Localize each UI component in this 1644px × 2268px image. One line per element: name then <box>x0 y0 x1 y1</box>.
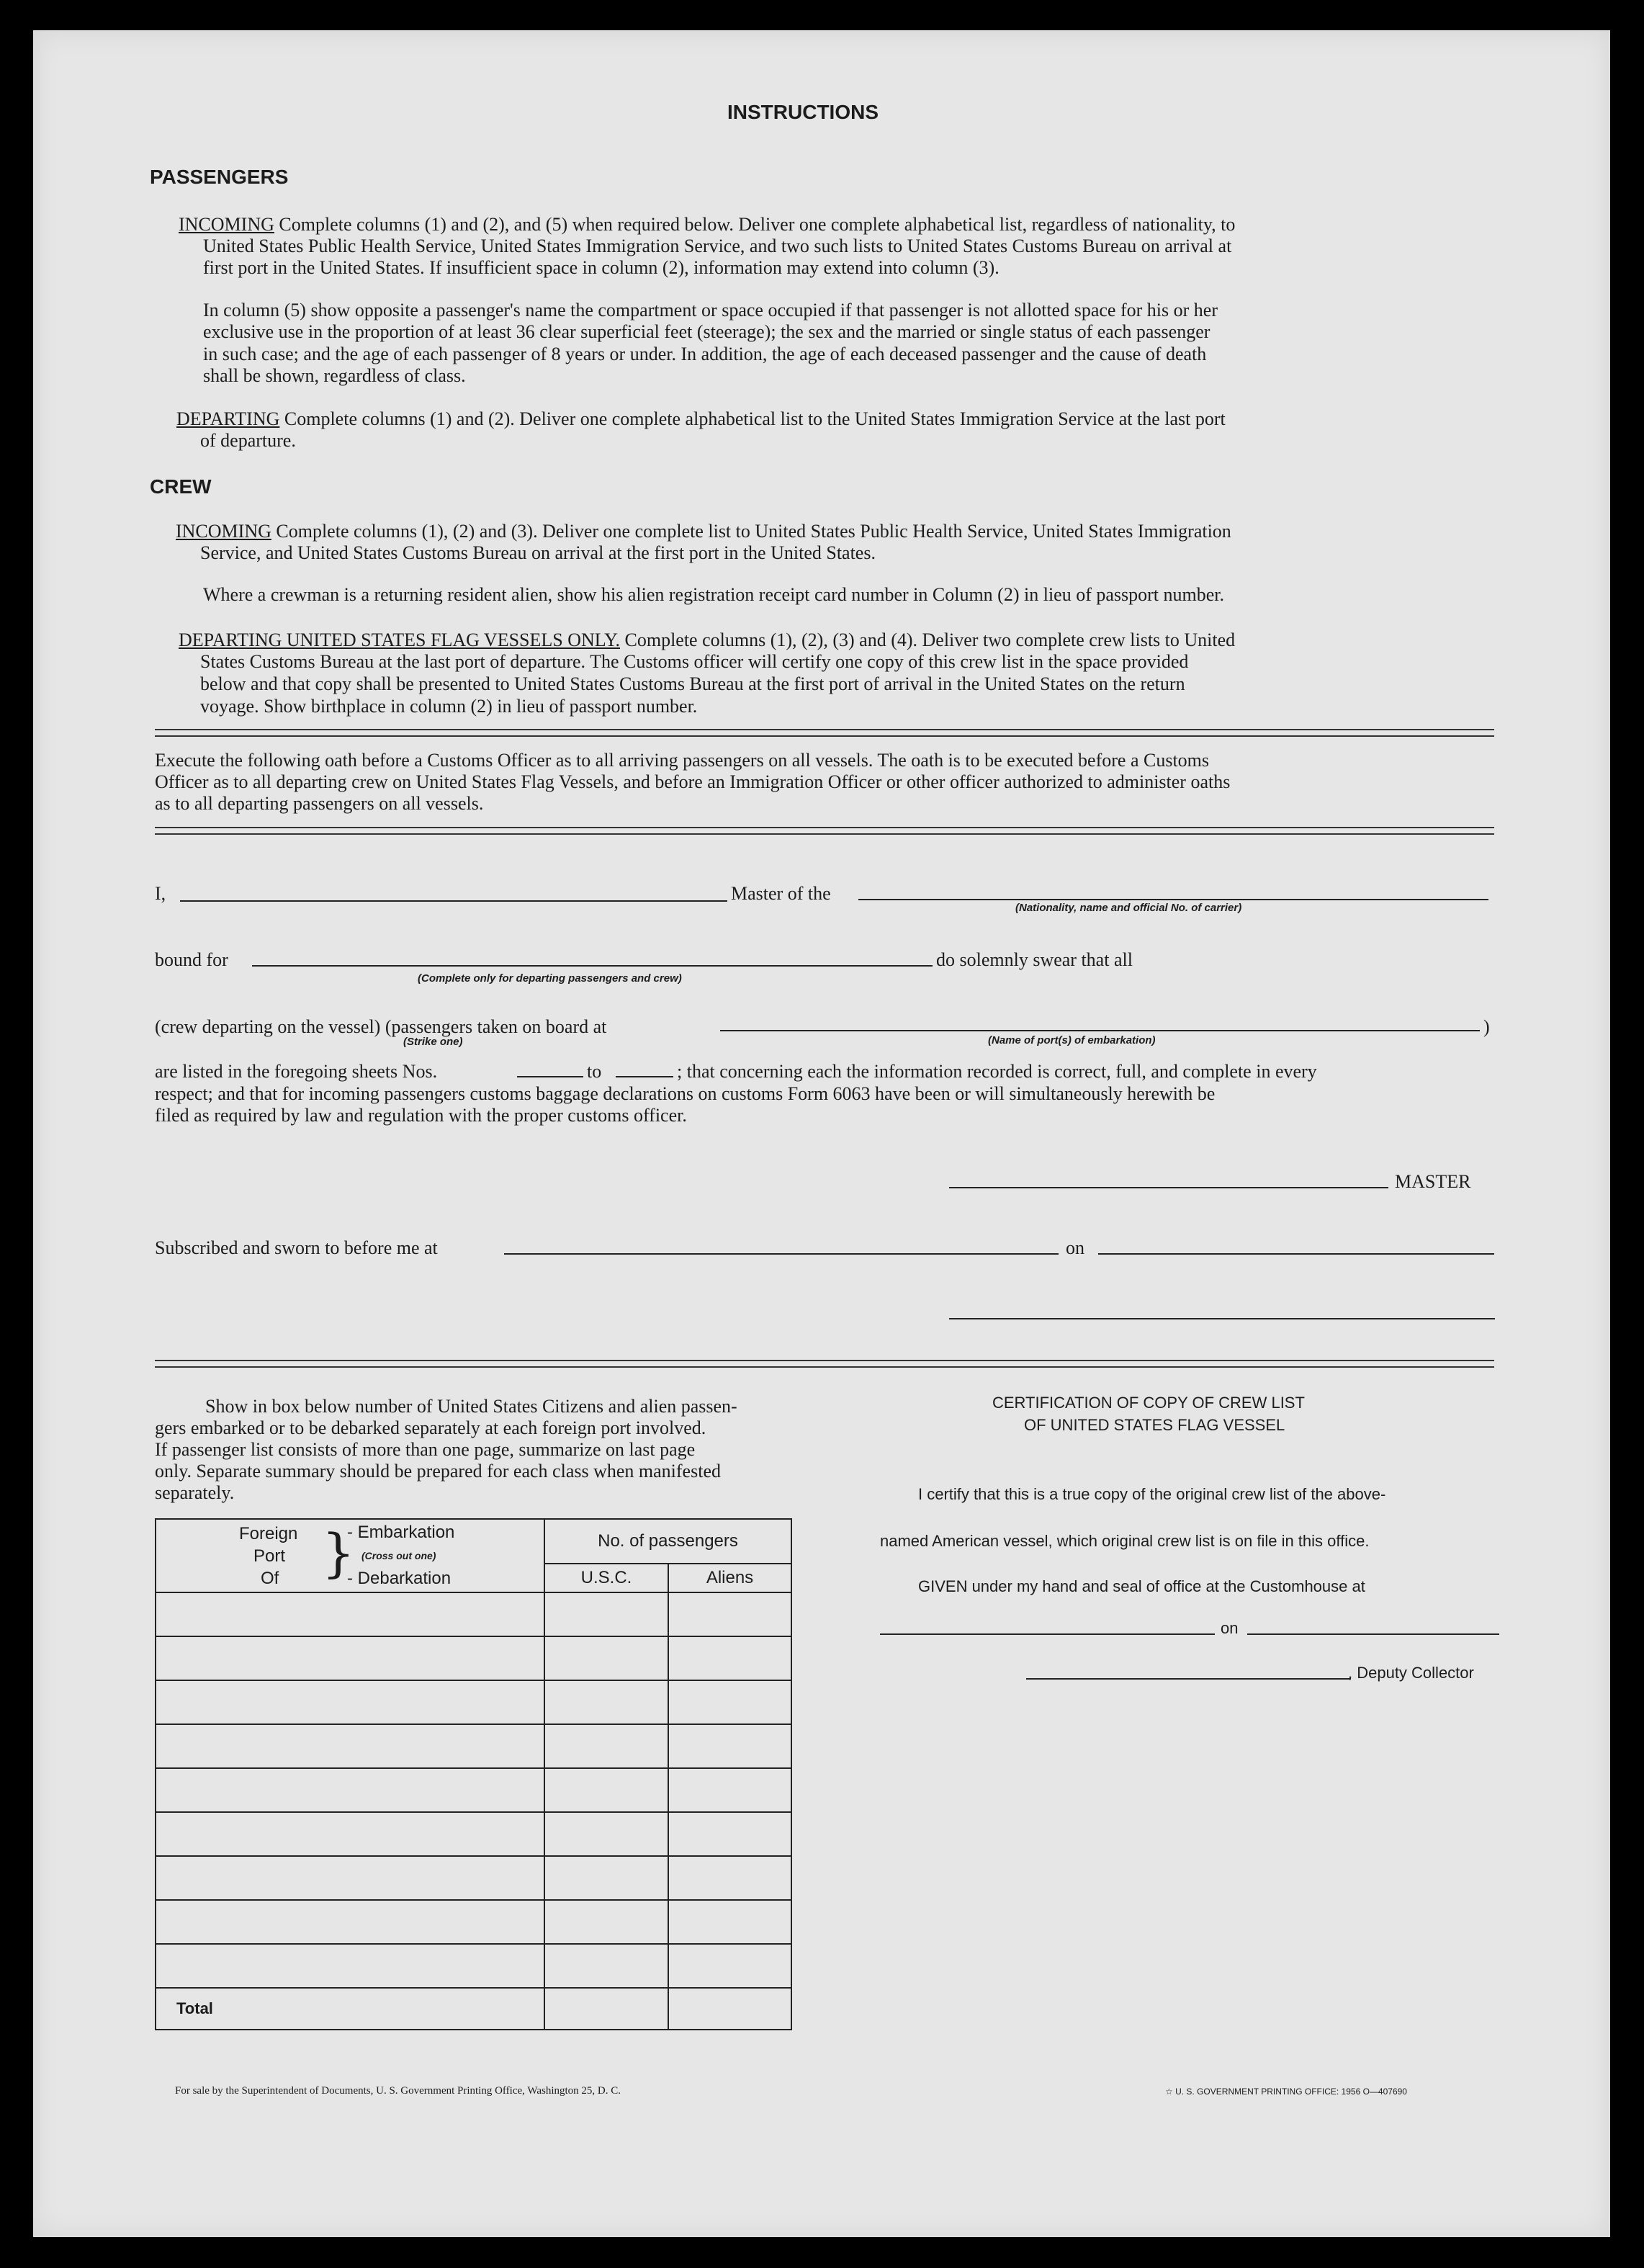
cross-out-hint: (Cross out one) <box>361 1550 436 1561</box>
bound-for-label: bound for <box>155 949 228 970</box>
table-row <box>156 1768 791 1812</box>
passengers-departing-line-2: of departure. <box>200 430 296 451</box>
summary-line-5: separately. <box>155 1482 235 1503</box>
i-label: I, <box>155 883 166 904</box>
sale-footer: For sale by the Superintendent of Documents, U. S. Government Printing Office, Washington 25, D. C. <box>175 2085 621 2097</box>
table-row <box>156 1724 791 1768</box>
total-row <box>156 1988 791 2030</box>
table-row <box>156 1900 791 1944</box>
execute-line-3: as to all departing passengers on all vessels. <box>155 793 484 814</box>
execute-line-1: Execute the following oath before a Customs Officer as to all arriving passengers on all vessels. The oath is to be executed before a Customs <box>155 750 1210 771</box>
master-signature-field[interactable] <box>949 1187 1388 1188</box>
brace-glyph: } <box>322 1523 355 1583</box>
passengers-incoming-line-2: United States Public Health Service, United States Immigration Service, and two such lists to United States Customs Bureau on arrival at <box>203 236 1232 256</box>
summary-line-3: If passenger list consists of more than one page, summarize on last page <box>155 1439 696 1460</box>
port-label: Port <box>253 1546 286 1566</box>
total-label: Total <box>156 1988 544 2030</box>
given-line: GIVEN under my hand and seal of office at the Customhouse at <box>918 1577 1365 1595</box>
passengers-departing-line-1: DEPARTING Complete columns (1) and (2). Deliver one complete alphabetical list to the United States Immigration Service at the last port <box>176 408 1226 429</box>
officer-signature-field[interactable] <box>949 1318 1495 1319</box>
sheet-to-field[interactable] <box>616 1076 673 1077</box>
bound-for-field[interactable] <box>252 965 933 967</box>
cert-date-field[interactable] <box>1247 1633 1499 1635</box>
debarkation-label: - Debarkation <box>347 1569 452 1588</box>
deputy-collector-label: , Deputy Collector <box>1348 1664 1474 1682</box>
sheet-from-field[interactable] <box>517 1076 583 1077</box>
table-row <box>156 1636 791 1680</box>
master-of-label: Master of the <box>731 883 831 904</box>
embarkation-label: - Embarkation <box>347 1523 455 1542</box>
of-label: Of <box>261 1569 279 1588</box>
sworn-on-label: on <box>1066 1237 1084 1258</box>
respect-line: respect; and that for incoming passengers customs baggage declarations on customs Form 6063 have been or will simultaneously herewith be <box>155 1083 1216 1104</box>
table-row <box>156 1856 791 1900</box>
usc-header: U.S.C. <box>544 1564 668 1592</box>
instructions-title: INSTRUCTIONS <box>727 101 879 123</box>
incoming-label: INCOMING <box>179 214 274 235</box>
deputy-signature-field[interactable] <box>1026 1678 1350 1680</box>
divider <box>155 827 1494 835</box>
listed-to: to <box>587 1061 602 1082</box>
execute-line-2: Officer as to all departing crew on United States Flag Vessels, and before an Immigration Officer or other officer authorized to administer oaths <box>155 771 1231 792</box>
passengers-incoming-line-1: INCOMING Complete columns (1) and (2), and (5) when required below. Deliver one complete alphabetical list, regardless of nationality, to <box>179 214 1236 235</box>
column5-line-4: shall be shown, regardless of class. <box>203 365 466 386</box>
table-row <box>156 1680 791 1724</box>
close-paren: ) <box>1483 1016 1490 1037</box>
table-row <box>156 1592 791 1636</box>
embarkation-ports-field[interactable] <box>720 1030 1480 1031</box>
passenger-summary-table <box>155 1518 792 2030</box>
crew-departing-line-1: DEPARTING UNITED STATES FLAG VESSELS ONLY. Complete columns (1), (2), (3) and (4). Deliver two complete crew lists to United <box>179 629 1236 650</box>
total-aliens-cell[interactable] <box>668 1988 791 2030</box>
crew-departing-line-3: below and that copy shall be presented to United States Customs Bureau at the first port of arrival in the United States on the return <box>200 673 1185 694</box>
master-name-field[interactable] <box>180 900 727 902</box>
aliens-header: Aliens <box>668 1564 791 1592</box>
certify-line-2: named American vessel, which original crew list is on file in this office. <box>880 1532 1370 1550</box>
crew-departing-line-2: States Customs Bureau at the last port of departure. The Customs officer will certify one copy of this crew list in the space provided <box>200 651 1189 672</box>
crew-departing-line-4: voyage. Show birthplace in column (2) in lieu of passport number. <box>200 696 698 717</box>
table-row <box>156 1812 791 1856</box>
crew-heading: CREW <box>150 475 212 498</box>
no-passengers-header: No. of passengers <box>544 1519 791 1564</box>
total-usc-cell[interactable] <box>544 1988 668 2030</box>
divider <box>155 729 1494 737</box>
master-label: MASTER <box>1395 1171 1471 1192</box>
table-row <box>156 1944 791 1988</box>
summary-line-2: gers embarked or to be debarked separately at each foreign port involved. <box>155 1417 706 1438</box>
column5-line-3: in such case; and the age of each passenger of 8 years or under. In addition, the age of each deceased passenger and the cause of death <box>203 344 1207 364</box>
ports-hint: (Name of port(s) of embarkation) <box>988 1034 1156 1046</box>
crew-resident-line: Where a crewman is a returning resident alien, show his alien registration receipt card number in Column (2) in lieu of passport number. <box>203 584 1225 605</box>
summary-line-1: Show in box below number of United States Citizens and alien passen- <box>205 1396 737 1417</box>
filed-line: filed as required by law and regulation with the proper customs officer. <box>155 1105 687 1126</box>
port-header-cell <box>156 1519 544 1592</box>
foreign-label: Foreign <box>239 1524 298 1543</box>
certification-title-1: CERTIFICATION OF COPY OF CREW LIST <box>992 1394 1305 1412</box>
crew-passengers-label: (crew departing on the vessel) (passengers taken on board at <box>155 1016 607 1037</box>
nationality-hint: (Nationality, name and official No. of carrier) <box>1015 902 1242 914</box>
passengers-incoming-line-3: first port in the United States. If insufficient space in column (2), information may extend into column (3). <box>203 257 1000 278</box>
listed-line-a: are listed in the foregoing sheets Nos. <box>155 1061 438 1082</box>
column5-line-1: In column (5) show opposite a passenger's name the compartment or space occupied if that passenger is not allotted space for his or her <box>203 300 1218 321</box>
divider <box>155 1360 1494 1368</box>
crew-incoming-line-1: INCOMING Complete columns (1), (2) and (3). Deliver one complete list to United States Public Health Service, United States Immigration <box>176 521 1231 542</box>
solemnly-swear: do solemnly swear that all <box>936 949 1133 970</box>
carrier-field[interactable] <box>858 899 1488 900</box>
sworn-place-field[interactable] <box>504 1253 1059 1255</box>
column5-line-2: exclusive use in the proportion of at least 36 clear superficial feet (steerage); the sex and the married or single status of each passenger <box>203 321 1210 342</box>
strike-one-hint: (Strike one) <box>403 1036 463 1048</box>
listed-line-b: ; that concerning each the information recorded is correct, full, and complete in every <box>677 1061 1317 1082</box>
certify-line-1: I certify that this is a true copy of the original crew list of the above- <box>918 1485 1386 1503</box>
gpo-footer: ☆ U. S. GOVERNMENT PRINTING OFFICE: 1956 O—407690 <box>1165 2087 1407 2097</box>
summary-line-4: only. Separate summary should be prepared for each class when manifested <box>155 1461 721 1482</box>
sworn-date-field[interactable] <box>1098 1253 1494 1255</box>
bound-for-hint: (Complete only for departing passengers and crew) <box>418 972 682 985</box>
customhouse-field[interactable] <box>880 1633 1215 1635</box>
passengers-heading: PASSENGERS <box>150 166 289 188</box>
cert-on-label: on <box>1221 1619 1239 1637</box>
certification-title-2: OF UNITED STATES FLAG VESSEL <box>1024 1416 1285 1434</box>
subscribed-label: Subscribed and sworn to before me at <box>155 1237 438 1258</box>
crew-incoming-line-2: Service, and United States Customs Bureau on arrival at the first port in the United States. <box>200 542 876 563</box>
